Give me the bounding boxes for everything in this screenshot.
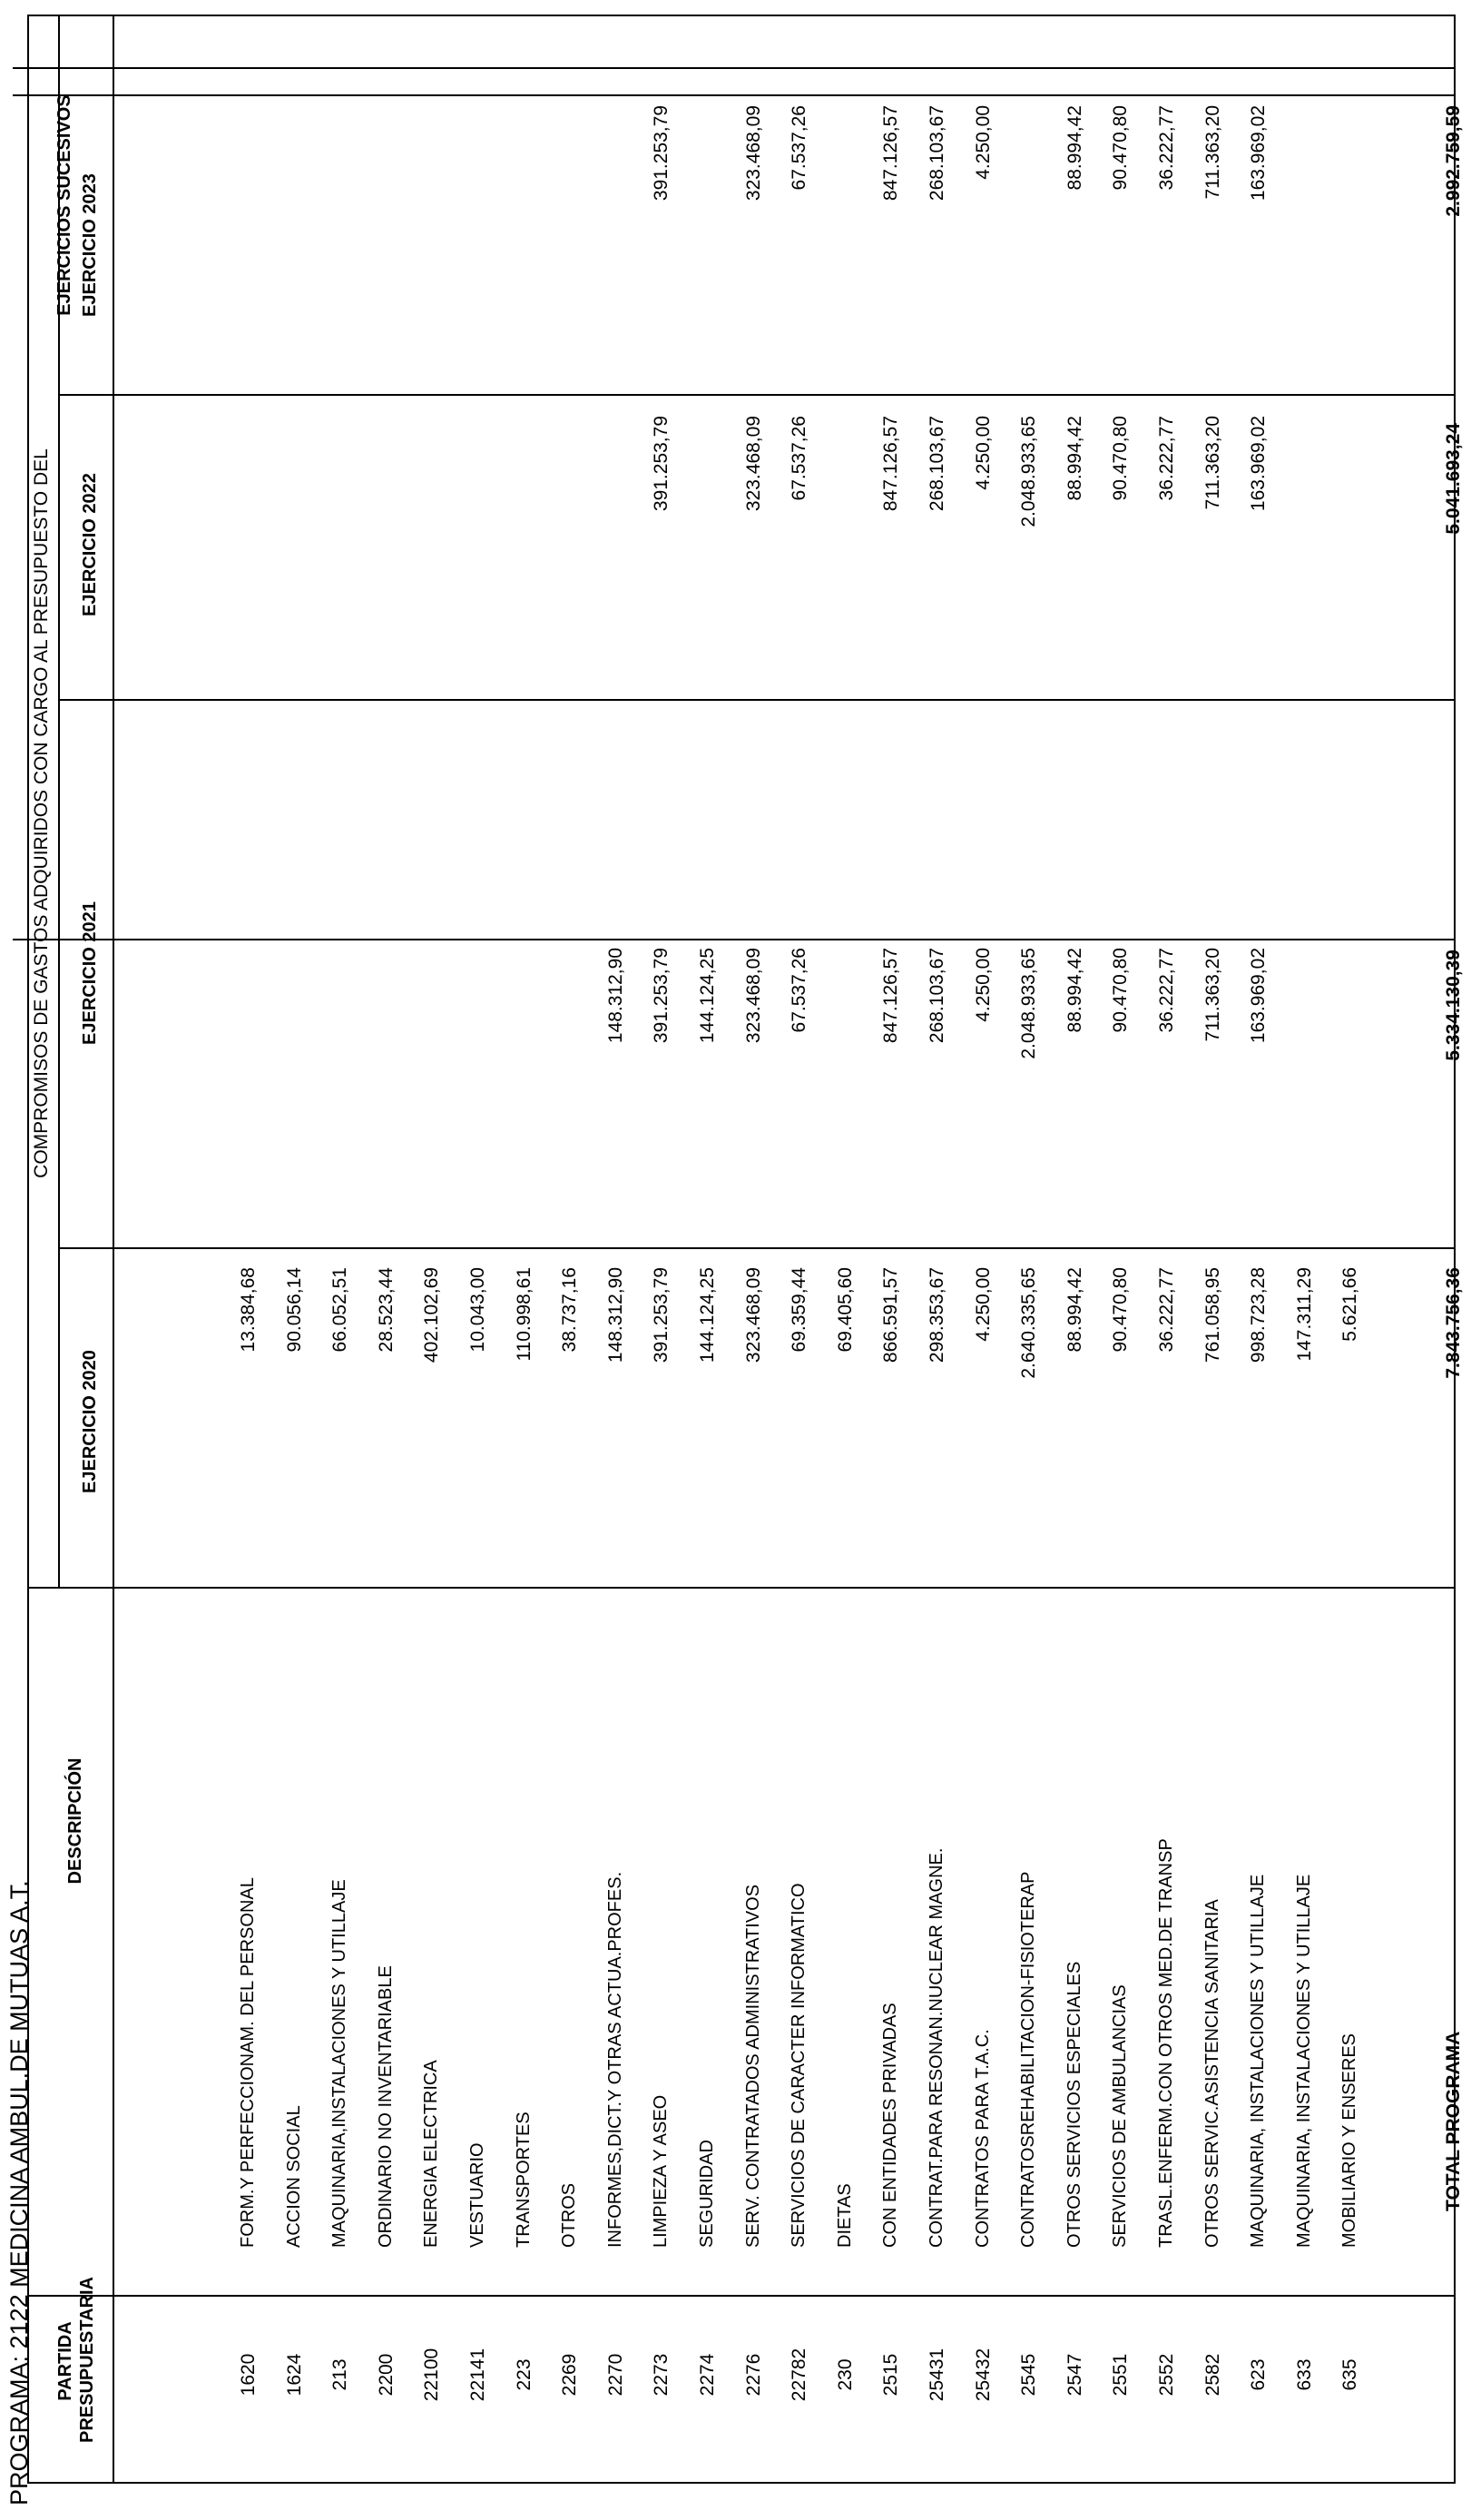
amount-2020: 144.124,25	[697, 1267, 718, 1363]
header-descripcion: DESCRIPCIÓN	[65, 1757, 85, 1885]
row-description: MOBILIARIO Y ENSERES	[1339, 2033, 1359, 2248]
row-description: MAQUINARIA, INSTALACIONES Y UTILLAJE	[1248, 1874, 1268, 2248]
table-border-right	[27, 15, 1454, 16]
header-2020: EJERCICIO 2020	[80, 1350, 100, 1493]
amount-2022: 711.363,20	[1202, 416, 1223, 510]
amount-2020: 761.058,95	[1202, 1267, 1223, 1363]
total-2020: 7.843.756,36	[1443, 1267, 1464, 1379]
amount-2021: 268.103,67	[927, 948, 947, 1044]
amount-2020: 2.640.335,65	[1018, 1267, 1039, 1379]
partida-code: 223	[514, 2358, 535, 2391]
amount-2020: 4.250,00	[973, 1267, 994, 1342]
partida-code: 25431	[927, 2348, 947, 2402]
row-description: CON ENTIDADES PRIVADAS	[880, 2003, 900, 2248]
header-group: COMPROMISOS DE GASTOS ADQUIRIDOS CON CARGO AL PRESUPUESTO DEL	[31, 448, 52, 1178]
partida-code: 2551	[1110, 2353, 1131, 2397]
amount-2020: 28.523,44	[376, 1267, 397, 1353]
amount-2022: 88.994,42	[1064, 416, 1085, 501]
amount-2021: 148.312,90	[605, 948, 626, 1044]
amount-2020: 110.998,61	[514, 1267, 535, 1362]
partida-code: 2200	[376, 2353, 397, 2397]
amount-2022: 4.250,00	[973, 416, 994, 490]
partida-code: 2552	[1156, 2353, 1177, 2397]
col-sep-2020	[58, 1247, 1454, 1249]
partida-code: 2515	[880, 2353, 901, 2397]
amount-2022: 36.222,77	[1156, 416, 1177, 501]
row-description: ORDINARIO NO INVENTARIABLE	[376, 1965, 396, 2248]
row-description: SERV. CONTRATADOS ADMINISTRATIVOS	[743, 1884, 763, 2248]
partida-code: 230	[835, 2358, 856, 2391]
row-description: MAQUINARIA,INSTALACIONES Y UTILLAJE	[329, 1879, 349, 2248]
amount-2021: 144.124,25	[697, 948, 718, 1044]
amount-2020: 90.470,80	[1110, 1267, 1131, 1353]
amount-2023: 323.468,09	[743, 105, 764, 202]
amount-2022: 67.537,26	[789, 416, 809, 501]
amount-2020: 69.359,44	[789, 1267, 809, 1353]
header-sucesivos: EJERCICIOS SUCESIVOS	[54, 94, 74, 316]
partida-code: 1620	[238, 2353, 259, 2397]
header-2021: EJERCICIO 2021	[80, 901, 100, 1045]
amount-2020: 38.737,16	[559, 1267, 580, 1353]
amount-2021: 4.250,00	[973, 948, 994, 1022]
row-description: TRASL.ENFERM.CON OTROS MED.DE TRANSP	[1156, 1838, 1176, 2248]
amount-2023: 90.470,80	[1110, 105, 1131, 191]
amount-2022: 90.470,80	[1110, 416, 1131, 501]
amount-2020: 402.102,69	[421, 1267, 442, 1363]
partida-code: 22141	[467, 2348, 488, 2402]
row-description: CONTRATOSREHABILITACION-FISIOTERAP	[1018, 1871, 1038, 2248]
partida-code: 2276	[743, 2353, 764, 2397]
amount-2020: 36.222,77	[1156, 1267, 1177, 1353]
row-description: SERVICIOS DE CARACTER INFORMATICO	[789, 1883, 809, 2248]
amount-2023: 847.126,57	[880, 105, 901, 202]
program-title: PROGRAMA: 2122 MEDICINA AMBUL.DE MUTUAS A.T.	[5, 1880, 33, 2505]
amount-2023: 391.253,79	[651, 105, 672, 202]
amount-2020: 148.312,90	[605, 1267, 626, 1363]
partida-code: 213	[329, 2358, 350, 2391]
amount-2020: 147.311,29	[1294, 1267, 1315, 1362]
amount-2021: 163.969,02	[1248, 948, 1269, 1044]
partida-code: 2545	[1018, 2353, 1039, 2397]
row-description: LIMPIEZA Y ASEO	[651, 2094, 671, 2248]
amount-2020: 66.052,51	[329, 1267, 350, 1353]
row-description: OTROS	[559, 2182, 579, 2248]
col-sep-2021	[58, 699, 1454, 701]
amount-2023: 4.250,00	[973, 105, 994, 180]
partida-code: 2274	[697, 2353, 718, 2397]
row-description: CONTRAT.PARA RESONAN.NUCLEAR MAGNE.	[927, 1847, 946, 2248]
amount-2020: 13.384,68	[238, 1267, 259, 1353]
row-description: DIETAS	[835, 2183, 855, 2248]
header-2023: EJERCICIO 2023	[80, 173, 100, 317]
row-description: OTROS SERVIC.ASISTENCIA SANITARIA	[1202, 1899, 1222, 2248]
row-description: ACCION SOCIAL	[284, 2105, 304, 2248]
row-description: OTROS SERVICIOS ESPECIALES	[1064, 1961, 1084, 2248]
partida-code: 2547	[1064, 2353, 1085, 2397]
col-sep-total	[13, 94, 1454, 96]
amount-2022: 323.468,09	[743, 416, 764, 512]
amount-2020: 998.723,28	[1248, 1267, 1269, 1363]
amount-2023: 36.222,77	[1156, 105, 1177, 191]
amount-2022: 163.969,02	[1248, 416, 1269, 512]
amount-2020: 90.056,14	[284, 1267, 305, 1353]
amount-2021: 36.222,77	[1156, 948, 1177, 1033]
row-description: VESTUARIO	[467, 2142, 487, 2248]
amount-2022: 2.048.933,65	[1018, 416, 1039, 527]
partida-code: 22782	[789, 2348, 809, 2402]
amount-2023: 67.537,26	[789, 105, 809, 191]
amount-2020: 866.591,57	[880, 1267, 901, 1363]
table-border-top	[27, 15, 29, 2484]
total-2021: 5.334.130,39	[1443, 950, 1464, 1061]
row-description: ENERGIA ELECTRICA	[421, 2060, 441, 2248]
amount-2020: 323.468,09	[743, 1267, 764, 1363]
partida-code: 635	[1339, 2358, 1360, 2391]
row-description: TRANSPORTES	[514, 2111, 534, 2248]
amount-2021: 711.363,20	[1202, 948, 1223, 1042]
amount-2021: 323.468,09	[743, 948, 764, 1044]
partida-code: 2582	[1202, 2353, 1223, 2397]
col-sep-total-gap	[13, 67, 1454, 69]
row-description: MAQUINARIA, INSTALACIONES Y UTILLAJE	[1294, 1874, 1314, 2248]
col-sep-2022	[58, 394, 1454, 396]
row-description: SEGURIDAD	[697, 2140, 717, 2248]
amount-2020: 298.353,67	[927, 1267, 947, 1363]
amount-2020: 5.621,66	[1339, 1267, 1360, 1342]
amount-2021: 847.126,57	[880, 948, 901, 1044]
header-2022: EJERCICIO 2022	[80, 473, 100, 616]
header-partida: PARTIDA PRESUPUESTARIA	[55, 2277, 97, 2443]
amount-2021: 2.048.933,65	[1018, 948, 1039, 1059]
amount-2020: 391.253,79	[651, 1267, 672, 1363]
row-description: SERVICIOS DE AMBULANCIAS	[1110, 1984, 1130, 2248]
col-sep-desc-amounts	[13, 939, 1454, 940]
col-sep-desc	[27, 1587, 1454, 1589]
partida-code: 2269	[559, 2353, 580, 2397]
amount-2023: 268.103,67	[927, 105, 947, 202]
amount-2022: 391.253,79	[651, 416, 672, 512]
total-2022: 5.041.693,24	[1443, 423, 1464, 535]
amount-2022: 847.126,57	[880, 416, 901, 512]
amount-2022: 268.103,67	[927, 416, 947, 512]
amount-2023: 88.994,42	[1064, 105, 1085, 191]
partida-code: 2273	[651, 2353, 672, 2397]
row-description: CONTRATOS PARA T.A.C.	[973, 2029, 993, 2248]
commitments-table	[13, 15, 1456, 2511]
amount-2023: 711.363,20	[1202, 105, 1223, 200]
amount-2023: 163.969,02	[1248, 105, 1269, 202]
partida-code: 22100	[421, 2348, 442, 2402]
partida-code: 2270	[605, 2353, 626, 2397]
amount-2021: 67.537,26	[789, 948, 809, 1033]
total-2023: 2.992.759,59	[1443, 105, 1464, 217]
amount-2020: 10.043,00	[467, 1267, 488, 1353]
header-bottom-line	[113, 16, 114, 2484]
amount-2020: 69.405,60	[835, 1267, 856, 1353]
partida-code: 1624	[284, 2353, 305, 2397]
total-label: TOTAL PROGRAMA	[1443, 2031, 1464, 2211]
row-description: FORM.Y PERFECCIONAM. DEL PERSONAL	[238, 1877, 258, 2248]
partida-code: 25432	[973, 2348, 994, 2402]
amount-2021: 90.470,80	[1110, 948, 1131, 1033]
amount-2021: 88.994,42	[1064, 948, 1085, 1033]
amount-2020: 88.994,42	[1064, 1267, 1085, 1353]
row-description: INFORMES,DICT.Y OTRAS ACTUA.PROFES.	[605, 1871, 625, 2248]
partida-code: 623	[1248, 2358, 1269, 2391]
partida-code: 633	[1294, 2358, 1315, 2391]
amount-2021: 391.253,79	[651, 948, 672, 1044]
